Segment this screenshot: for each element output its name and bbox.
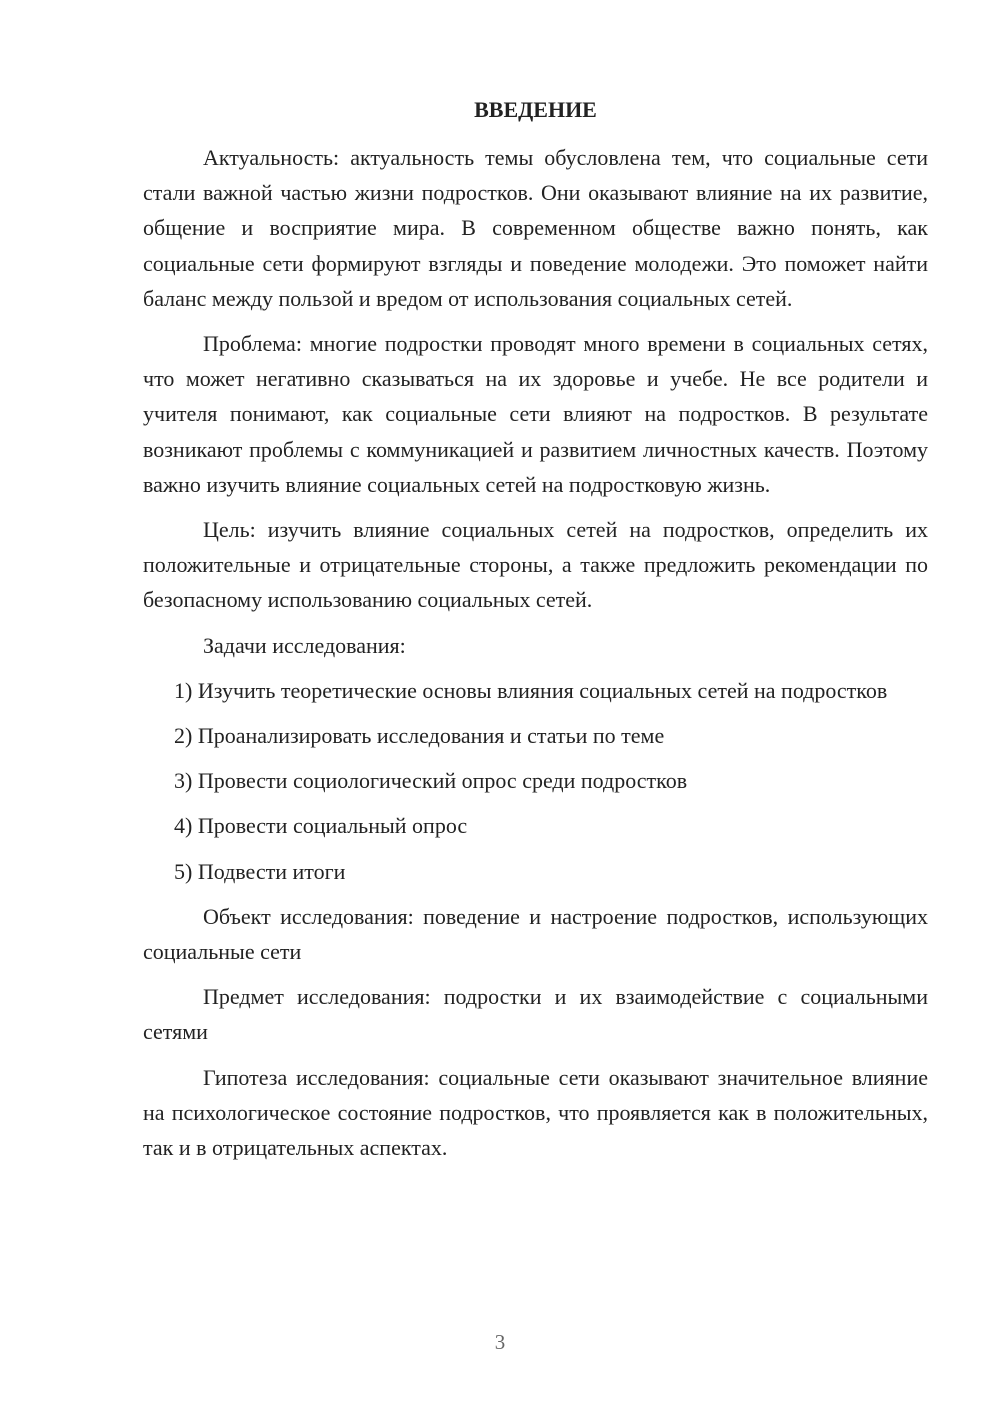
task-item-2: 2) Проанализировать исследования и статьи по теме [174, 723, 665, 749]
paragraph-goal: Цель: изучить влияние социальных сетей на подростков, определить их положительные и отрицательные стороны, а также предложить рекомендации по безопасному использованию социальных сетей. [143, 517, 928, 613]
paragraph-problem: Проблема: многие подростки проводят много времени в социальных сетях, что может негативно сказываться на их здоровье и учебе. Не все родители и учителя понимают, как социальные сети влияют на подростков. В результате возникают проблемы с коммуникацией и развитием личностных качеств. Поэтому важно изучить влияние социальных сетей на подростковую жизнь. [143, 331, 928, 497]
task-item-1: 1) Изучить теоретические основы влияния социальных сетей на подростков [174, 677, 888, 703]
task-item-5: 5) Подвести итоги [174, 858, 346, 884]
task-item-4: 4) Провести социальный опрос [174, 813, 468, 839]
page-title: ВВЕДЕНИЕ [474, 97, 597, 122]
paragraph-relevance: Актуальность: актуальность темы обусловлена тем, что социальные сети стали важной частью жизни подростков. Они оказывают влияние на их развитие, общение и восприятие мира. В современном обществе важно понять, как социальные сети формируют взгляды и поведение молодежи. Это поможет найти баланс между пользой и вредом от использования социальных сетей. [143, 145, 928, 311]
task-item-3: 3) Провести социологический опрос среди подростков [174, 768, 688, 794]
page-number: 3 [494, 1330, 506, 1354]
paragraph-object: Объект исследования: поведение и настроение подростков, использующих социальные сети [143, 903, 928, 965]
paragraph-hypothesis: Гипотеза исследования: социальные сети оказывают значительное влияние на психологическое состояние подростков, что проявляется как в положительных, так и в отрицательных аспектах. [143, 1064, 928, 1161]
paragraph-tasks-heading: Задачи исследования: [203, 632, 406, 658]
document-page [143, 92, 928, 1175]
paragraph-subject: Предмет исследования: подростки и их взаимодействие с социальными сетями [143, 984, 928, 1045]
